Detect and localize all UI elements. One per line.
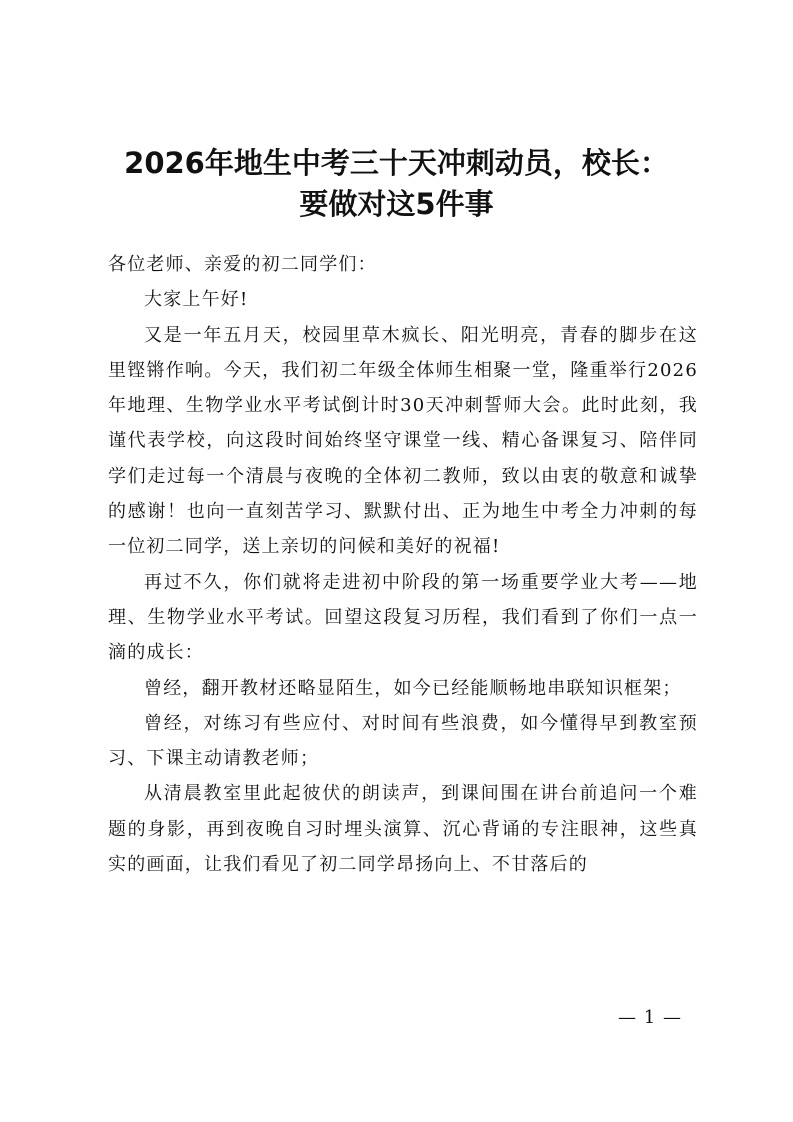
paragraph-scenes: 从清晨教室里此起彼伏的朗读声，到课间围在讲台前追问一个难题的身影，再到夜晚自习时埋头演算、沉心背诵的专注眼神，这些真实的画面，让我们看见了初二同学昂扬向上、不甘落后的: [108, 783, 698, 876]
paragraph-growth-1: 曾经，翻开教材还略显陌生，如今已经能顺畅地串联知识框架；: [144, 677, 682, 699]
paragraph-greeting: 大家上午好!: [144, 289, 249, 311]
page-number: — 1 —: [618, 1007, 682, 1028]
document-body: [108, 247, 698, 882]
paragraph-exam-intro: 再过不久，你们就将走进初中阶段的第一场重要学业大考——地理、生物学业水平考试。回望这段复习历程，我们看到了你们一点一滴的成长：: [108, 571, 698, 664]
salutation: 各位老师、亲爱的初二同学们：: [108, 254, 377, 275]
paragraph-growth-2: 曾经，对练习有些应付、对时间有些浪费，如今懂得早到教室预习、下课主动请教老师；: [108, 712, 698, 770]
document-title-line-1: 2026年地生中考三十天冲刺动员，校长：: [124, 146, 669, 180]
paragraph-opening: 又是一年五月天，校园里草木疯长、阳光明亮，青春的脚步在这里铿锵作响。今天，我们初二年级全体师生相聚一堂，隆重举行2026年地理、生物学业水平考试倒计时30天冲刺誓师大会。此时此刻，我谨代表学校，向这段时间始终坚守课堂一线、精心备课复习、陪伴同学们走过每一个清晨与夜晚的全体初二教师，致以由衷的敬意和诚挚的感谢！也向一直刻苦学习、默默付出、正为地生中考全力冲刺的每一位初二同学，送上亲切的问候和美好的祝福!: [108, 324, 698, 558]
document-title-line-2: 要做对这5件事: [299, 187, 494, 221]
